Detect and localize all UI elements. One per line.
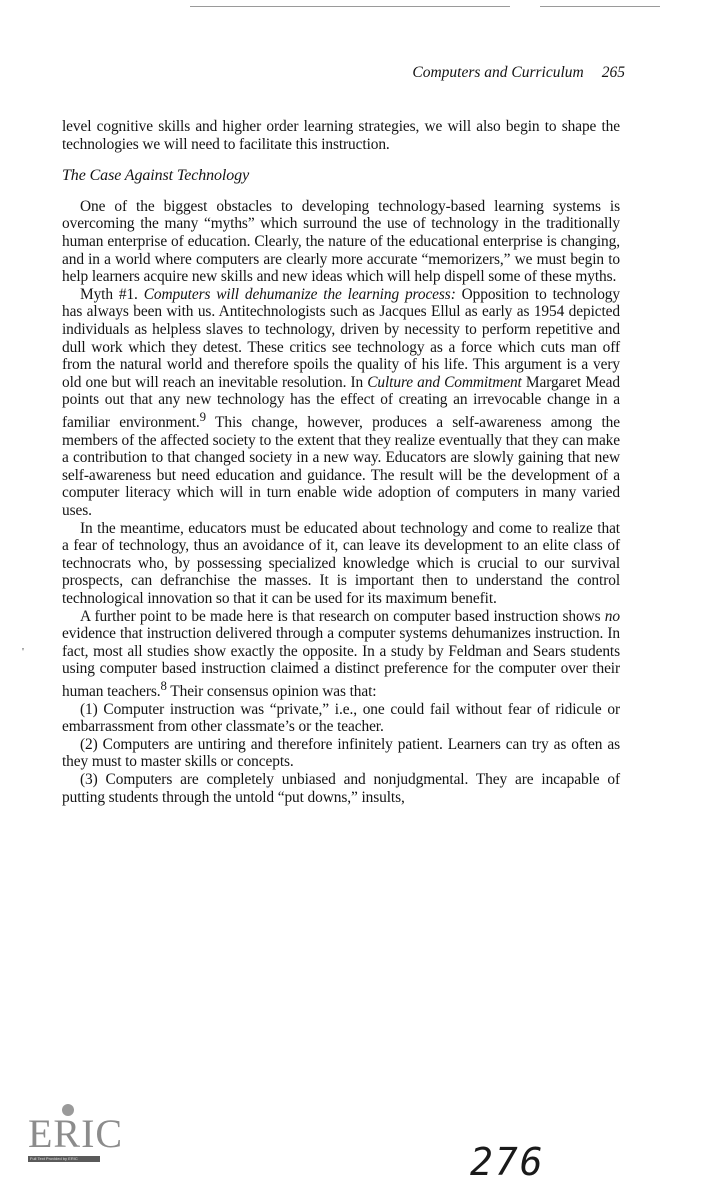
- logo-wordmark: ERIC: [28, 1111, 124, 1156]
- running-header: [355, 64, 625, 82]
- eric-logo: [28, 1102, 124, 1164]
- margin-speck: ': [22, 646, 24, 658]
- paragraph-obstacles: One of the biggest obstacles to developing technology-based learning systems is overcoming the many “myths” which surround the use of technology in the traditionally human enterprise of education. Clearly, the nature of the educational enterprise is changing, and in a world where computers are clearly more accurate “memorizers,” we must begin to help learners acquire new skills and new ideas which will help dispell some of these myths.: [62, 197, 620, 286]
- myth-1-label: Myth #1.: [80, 285, 144, 303]
- further-text-a: A further point to be made here is that research on computer based instruction shows: [80, 607, 605, 625]
- logo-tagline: Full Text Provided by ERIC: [30, 1156, 78, 1161]
- paragraph-meantime: In the meantime, educators must be educated about technology and come to realize that a fear of technology, thus an avoidance of it, can leave its development to an elite class of technocrats who, by possessing specialized knowledge which is crucial to our survival prospects, can defranchise the masses. It is important then to understand the control technological innovation so that it can be used for its maximum benefit.: [62, 519, 620, 607]
- further-text-b: evidence that instruction delivered through a computer systems dehumanizes instruction. In fact, most all studies show exactly the opposite. In a study by Feldman and Sears students using computer based instruction claimed a distinct preference for the computer over their human teachers.: [62, 625, 620, 701]
- scan-artifact-top: [190, 6, 510, 7]
- scan-artifact-top-right: [540, 6, 660, 7]
- paragraph-further-point: [62, 608, 620, 701]
- logo-tagline-bar: [28, 1156, 100, 1162]
- paragraph-continuation: level cognitive skills and higher order learning strategies, we will also begin to shape the technologies we will need to facilitate this instruction.: [62, 118, 620, 153]
- footnote-ref-9: 9: [199, 409, 206, 424]
- myth-1-text-c: This change, however, produces a self-awareness among the members of the affected society to the extent that they realize eventually that they can make a contribution to that changed society in a new way. Educators are slowly gaining that new self-awareness but need education and guidance. The result will be the development of a computer literacy which will in turn enable wide adoption of computers in many varied uses.: [62, 414, 620, 519]
- section-heading: The Case Against Technology: [62, 167, 250, 185]
- footnote-ref-8: 8: [160, 678, 167, 693]
- list-item-3: (3) Computers are completely unbiased and nonjudgmental. They are incapable of putting students through the untold “put downs,” insults,: [62, 771, 620, 806]
- further-text-c: Their consensus opinion was that:: [166, 683, 377, 701]
- myth-1-claim: Computers will dehumanize the learning process:: [143, 285, 456, 303]
- myth-1-text-b: Margaret Mead points out that any new technology has the effect of creating an irrevocable change in a familiar environment.: [62, 373, 620, 432]
- paragraph-myth-1: [62, 286, 620, 520]
- further-emphasis-no: no: [604, 607, 620, 625]
- header-page-number: 265: [601, 64, 625, 81]
- body-text: [62, 118, 620, 806]
- myth-1-text-a: Opposition to technology has always been with us. Antitechnologists such as Jacques Ellul as early as 1954 depicted individuals as helpless slaves to technology, driven by necessity to perform repetitive and dull work which they detest. These critics see technology as a force which cuts man off from the natural world and therefore spoils the quality of his life. This argument is a very old one but will reach an inevitable resolution. In: [62, 285, 620, 391]
- book-title: Culture and Commitment: [367, 373, 522, 391]
- list-item-2: (2) Computers are untiring and therefore infinitely patient. Learners can try as often as they must to master skills or concepts.: [62, 735, 620, 771]
- stamped-page-number: 276: [470, 1140, 545, 1184]
- running-title: Computers and Curriculum: [412, 64, 584, 81]
- list-item-1: (1) Computer instruction was “private,” i.e., one could fail without fear of ridicule or embarrassment from other classmate’s or the teacher.: [62, 700, 620, 736]
